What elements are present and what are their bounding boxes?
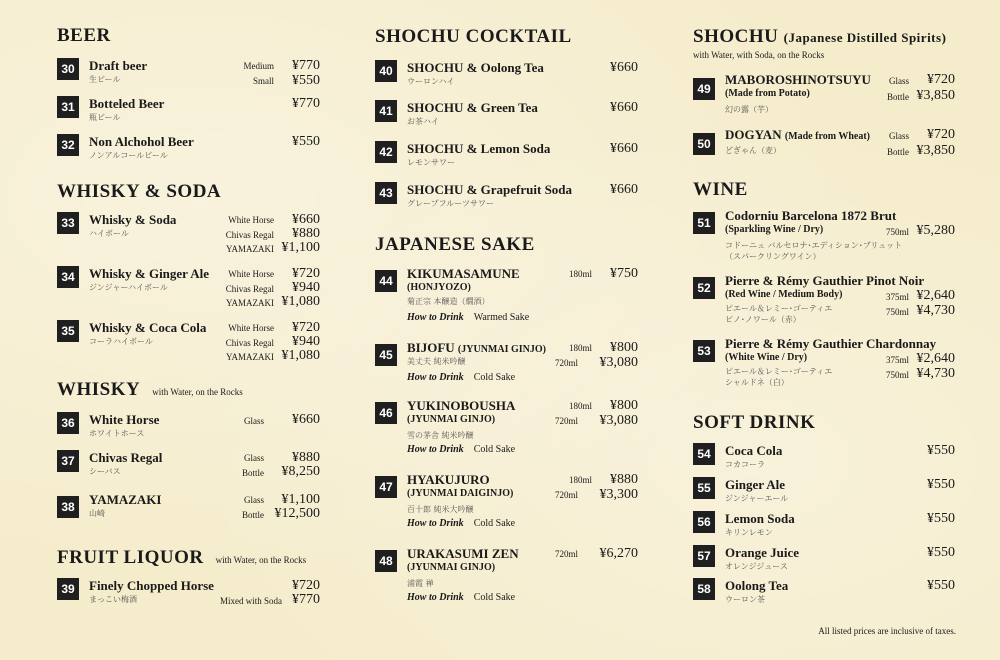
price: ¥720 (927, 127, 955, 142)
price-label: YAMAZAKI (226, 244, 274, 254)
price-label: 750ml (885, 307, 909, 317)
item-number: 43 (375, 182, 397, 204)
item-name: Draft beer (89, 58, 148, 73)
price-label: 720ml (554, 358, 578, 368)
section-title-japanese-sake: JAPANESE SAKE (375, 234, 535, 255)
item-name: Whisky & Ginger Ale (89, 266, 210, 281)
price: ¥720 (292, 320, 320, 335)
item-name-jp: ホワイトホース (89, 429, 145, 438)
price: ¥800 (610, 340, 638, 355)
item-name: Botteled Beer (89, 96, 165, 111)
price: ¥4,730 (916, 303, 955, 318)
item-name-jp: 浦霞 禅 (407, 579, 434, 588)
price: ¥880 (610, 472, 638, 487)
item-name-jp: 山崎 (89, 509, 105, 518)
price: ¥660 (292, 212, 320, 227)
price-label: Chivas Regal (225, 284, 274, 294)
menu-item-40 (375, 60, 638, 100)
item-name-jp: 雪の茅舎 純米吟醸 (407, 431, 474, 440)
item-subname: (White Wine / Dry) (725, 352, 808, 363)
item-name: URAKASUMI ZEN (407, 546, 519, 561)
item-number: 39 (57, 578, 79, 600)
item-name-jp: お茶ハイ (407, 117, 439, 126)
price-label: Bottle (887, 147, 909, 157)
item-name-jp: まっこい梅酒 (89, 595, 137, 604)
item-name-jp-2: ピノ･ノワール（赤） (725, 315, 801, 324)
item-name-jp: 美丈夫 純米吟醸 (407, 357, 466, 366)
item-number: 36 (57, 412, 79, 434)
item-name-jp: ピエール＆レミー･ゴーティエ (725, 367, 833, 376)
item-number: 53 (693, 340, 715, 362)
price: ¥2,640 (916, 288, 955, 303)
price-label: White Horse (228, 269, 274, 279)
price: ¥3,080 (599, 413, 638, 428)
item-name-jp: コーラハイボール (89, 337, 153, 346)
price-label: Mixed with Soda (220, 596, 282, 606)
item-name-jp: グレープフルーツサワー (407, 199, 494, 208)
price: ¥660 (610, 100, 638, 115)
item-name: Orange Juice (725, 545, 800, 560)
item-subname: (Made from Potato) (725, 88, 810, 99)
price: ¥550 (927, 578, 955, 593)
menu-item-52 (693, 273, 955, 329)
price: ¥550 (292, 134, 320, 149)
item-number: 58 (693, 578, 715, 600)
price: ¥5,280 (916, 223, 955, 238)
price: ¥12,500 (274, 506, 320, 521)
how-to-drink: How to Drink Cold Sake (407, 518, 516, 529)
menu-item-42 (375, 141, 638, 181)
price: ¥1,100 (281, 492, 320, 507)
price-label: 180ml (568, 269, 592, 279)
price: ¥940 (292, 334, 320, 349)
price: ¥550 (292, 73, 320, 88)
item-name-jp: ハイボール (89, 229, 129, 238)
price-label: Bottle (242, 510, 264, 520)
item-name: Non Alchohol Beer (89, 134, 194, 149)
price-label: 720ml (554, 549, 578, 559)
section-subtitle: with Water, on the Rocks (215, 555, 307, 565)
price: ¥880 (292, 450, 320, 465)
item-number: 45 (375, 344, 397, 366)
item-number: 57 (693, 545, 715, 567)
price: ¥550 (927, 477, 955, 492)
item-name-jp: オレンジジュース (725, 562, 788, 571)
price: ¥550 (927, 511, 955, 526)
item-number: 34 (57, 266, 79, 288)
item-number: 41 (375, 100, 397, 122)
price: ¥660 (610, 60, 638, 75)
item-name-jp: 瓶ビール (89, 113, 121, 122)
item-number: 46 (375, 402, 397, 424)
price: ¥660 (610, 141, 638, 156)
item-name-jp: コドーニュ バルセロナ･エディション･ブリュット (725, 241, 903, 250)
menu-item-43 (375, 182, 638, 222)
item-name-jp: 百十郎 純米大吟醸 (407, 505, 474, 514)
menu-item-54 (693, 443, 955, 473)
price-label: White Horse (228, 215, 274, 225)
price-label: 180ml (568, 475, 592, 485)
section-title-beer: BEER (57, 25, 111, 46)
item-name: Finely Chopped Horse (89, 578, 214, 593)
menu-item-35 (57, 320, 320, 370)
price: ¥1,080 (281, 348, 320, 363)
item-number: 56 (693, 511, 715, 533)
price: ¥6,270 (599, 546, 638, 561)
price-label: Glass (244, 453, 264, 463)
menu-item-41 (375, 100, 638, 140)
item-name-jp: ウーロン茶 (725, 595, 765, 604)
item-name: Whisky & Soda (89, 212, 177, 227)
price: ¥3,300 (599, 487, 638, 502)
item-name: SHOCHU & Green Tea (407, 100, 538, 115)
item-name-jp: ジンジャーエール (725, 494, 789, 503)
item-name: MABOROSHINOTSUYU (725, 72, 871, 87)
price-label: 720ml (554, 490, 578, 500)
section-title-fruit-liquor: FRUIT LIQUOR with Water, on the Rocks (57, 547, 307, 568)
item-name-jp: 幻の露（芋） (725, 105, 773, 114)
item-name: Pierre & Rémy Gauthier Chardonnay (725, 336, 937, 351)
menu-item-49 (693, 72, 955, 118)
price-label: Chivas Regal (225, 338, 274, 348)
section-subtitle: with Water, on the Rocks (152, 387, 243, 397)
price-label: Small (252, 76, 274, 86)
menu-item-51 (693, 208, 955, 264)
price: ¥770 (292, 58, 320, 73)
item-name: DOGYAN (Made from Wheat) (725, 127, 871, 142)
item-name: Ginger Ale (725, 477, 786, 492)
price: ¥550 (927, 545, 955, 560)
how-to-drink: How to Drink Cold Sake (407, 592, 516, 603)
price: ¥550 (927, 443, 955, 458)
price: ¥770 (292, 592, 320, 607)
item-name: YUKINOBOUSHA (407, 398, 516, 413)
item-name: SHOCHU & Lemon Soda (407, 141, 551, 156)
item-name-jp: 生ビール (89, 75, 121, 84)
tax-note: All listed prices are inclusive of taxes. (818, 626, 956, 636)
item-name-jp: ウーロンハイ (407, 77, 455, 86)
item-name: Chivas Regal (89, 450, 163, 465)
how-to-drink: How to Drink Cold Sake (407, 372, 516, 383)
price: ¥2,640 (916, 351, 955, 366)
item-number: 33 (57, 212, 79, 234)
menu-item-37 (57, 450, 320, 490)
menu-item-38 (57, 492, 320, 532)
item-subname: (Red Wine / Medium Body) (725, 289, 843, 300)
price: ¥750 (610, 266, 638, 281)
item-subname: (JYUNMAI GINJO) (407, 562, 496, 573)
item-name-jp: レモンサワー (407, 158, 455, 167)
item-number: 44 (375, 270, 397, 292)
item-name: Codorniu Barcelona 1872 Brut (725, 208, 897, 223)
menu-item-45 (375, 340, 638, 388)
item-name-jp: キリンレモン (725, 528, 773, 537)
item-name-jp: ジンジャーハイボール (89, 283, 168, 292)
price: ¥720 (927, 72, 955, 87)
price-label: YAMAZAKI (226, 298, 274, 308)
item-number: 35 (57, 320, 79, 342)
item-number: 37 (57, 450, 79, 472)
item-name: Lemon Soda (725, 511, 795, 526)
price-label: Bottle (887, 92, 909, 102)
price-label: 720ml (554, 416, 578, 426)
price: ¥8,250 (281, 464, 320, 479)
price: ¥940 (292, 280, 320, 295)
price-label: 180ml (568, 343, 592, 353)
menu-item-47 (375, 472, 638, 534)
menu-item-46 (375, 398, 638, 460)
item-number: 40 (375, 60, 397, 82)
item-name: Oolong Tea (725, 578, 789, 593)
item-name: Whisky & Coca Cola (89, 320, 207, 335)
item-subname: (JYUNMAI DAIGINJO) (407, 488, 514, 499)
price: ¥770 (292, 96, 320, 111)
section-note: with Water, with Soda, on the Rocks (693, 50, 825, 60)
price: ¥4,730 (916, 366, 955, 381)
item-number: 48 (375, 550, 397, 572)
item-number: 38 (57, 496, 79, 518)
section-title-whisky: WHISKY with Water, on the Rocks (57, 379, 243, 400)
item-name-jp: 菊正宗 本醸造（燗酒） (407, 297, 490, 306)
price: ¥660 (292, 412, 320, 427)
price-label: White Horse (228, 323, 274, 333)
item-name: YAMAZAKI (89, 492, 162, 507)
item-name-jp: コカコーラ (725, 460, 765, 469)
item-number: 50 (693, 133, 715, 155)
section-title-shochu-cocktail: SHOCHU COCKTAIL (375, 26, 572, 47)
item-number: 49 (693, 78, 715, 100)
how-to-drink: How to Drink Warmed Sake (407, 312, 530, 323)
item-name-jp: ピエール＆レミー･ゴーティエ (725, 304, 833, 313)
menu-item-39 (57, 578, 320, 618)
price-label: Glass (889, 76, 909, 86)
item-number: 42 (375, 141, 397, 163)
menu-item-57 (693, 545, 955, 575)
price: ¥660 (610, 182, 638, 197)
item-name: SHOCHU & Grapefruit Soda (407, 182, 573, 197)
item-name: Pierre & Rémy Gauthier Pinot Noir (725, 273, 925, 288)
menu-item-33 (57, 212, 320, 262)
item-subname: (Sparkling Wine / Dry) (725, 224, 824, 235)
item-number: 32 (57, 134, 79, 156)
menu-item-53 (693, 336, 955, 392)
menu-item-50 (693, 127, 955, 167)
item-number: 31 (57, 96, 79, 118)
price: ¥800 (610, 398, 638, 413)
price-label: 750ml (885, 370, 909, 380)
price: ¥880 (292, 226, 320, 241)
item-name-jp: ノンアルコールビール (89, 151, 168, 160)
price-label: Medium (243, 61, 274, 71)
price-label: Glass (244, 416, 264, 426)
item-name-jp: どぎゃん（麦） (725, 146, 781, 155)
item-number: 51 (693, 212, 715, 234)
menu-item-56 (693, 511, 955, 541)
menu-item-32 (57, 134, 320, 174)
menu-item-36 (57, 412, 320, 452)
price-label: Bottle (242, 468, 264, 478)
item-name: HYAKUJURO (407, 472, 490, 487)
menu-item-31 (57, 96, 320, 136)
price-label: YAMAZAKI (226, 352, 274, 362)
item-name: White Horse (89, 412, 160, 427)
item-name: SHOCHU & Oolong Tea (407, 60, 544, 75)
item-name-jp: シーバス (89, 467, 121, 476)
price: ¥3,850 (916, 143, 955, 158)
price: ¥720 (292, 578, 320, 593)
section-title-shochu: SHOCHU (Japanese Distilled Spirits) (693, 26, 947, 47)
item-number: 54 (693, 443, 715, 465)
price-label: 375ml (885, 355, 909, 365)
price-label: 750ml (885, 227, 909, 237)
item-number: 47 (375, 476, 397, 498)
price: ¥3,850 (916, 88, 955, 103)
price-label: Chivas Regal (225, 230, 274, 240)
section-title-wine: WINE (693, 179, 748, 200)
item-number: 55 (693, 477, 715, 499)
menu-item-34 (57, 266, 320, 316)
section-subtitle: (Japanese Distilled Spirits) (783, 30, 947, 45)
menu-item-48 (375, 546, 638, 608)
section-title-whisky-soda: WHISKY & SODA (57, 181, 222, 202)
item-subname: (JYUNMAI GINJO) (407, 414, 496, 425)
price-label: 180ml (568, 401, 592, 411)
item-number: 30 (57, 58, 79, 80)
price: ¥720 (292, 266, 320, 281)
menu-item-58 (693, 578, 955, 608)
menu-item-30 (57, 58, 320, 98)
price-label: Glass (889, 131, 909, 141)
menu-item-55 (693, 477, 955, 507)
item-name-jp-2: シャルドネ（白） (725, 378, 789, 387)
price-label: 375ml (885, 292, 909, 302)
how-to-drink: How to Drink Cold Sake (407, 444, 516, 455)
item-name: BIJOFU (JYUNMAI GINJO) (407, 340, 546, 355)
item-name: KIKUMASAMUNE (407, 266, 520, 281)
price: ¥1,100 (281, 240, 320, 255)
item-name-jp-2: （スパークリングワイン） (725, 252, 821, 261)
item-name: Coca Cola (725, 443, 783, 458)
price: ¥1,080 (281, 294, 320, 309)
item-subname: (HONJYOZO) (407, 282, 471, 293)
menu-item-44 (375, 266, 638, 328)
price: ¥3,080 (599, 355, 638, 370)
section-title-soft-drink: SOFT DRINK (693, 412, 816, 433)
price-label: Glass (244, 495, 264, 505)
item-number: 52 (693, 277, 715, 299)
